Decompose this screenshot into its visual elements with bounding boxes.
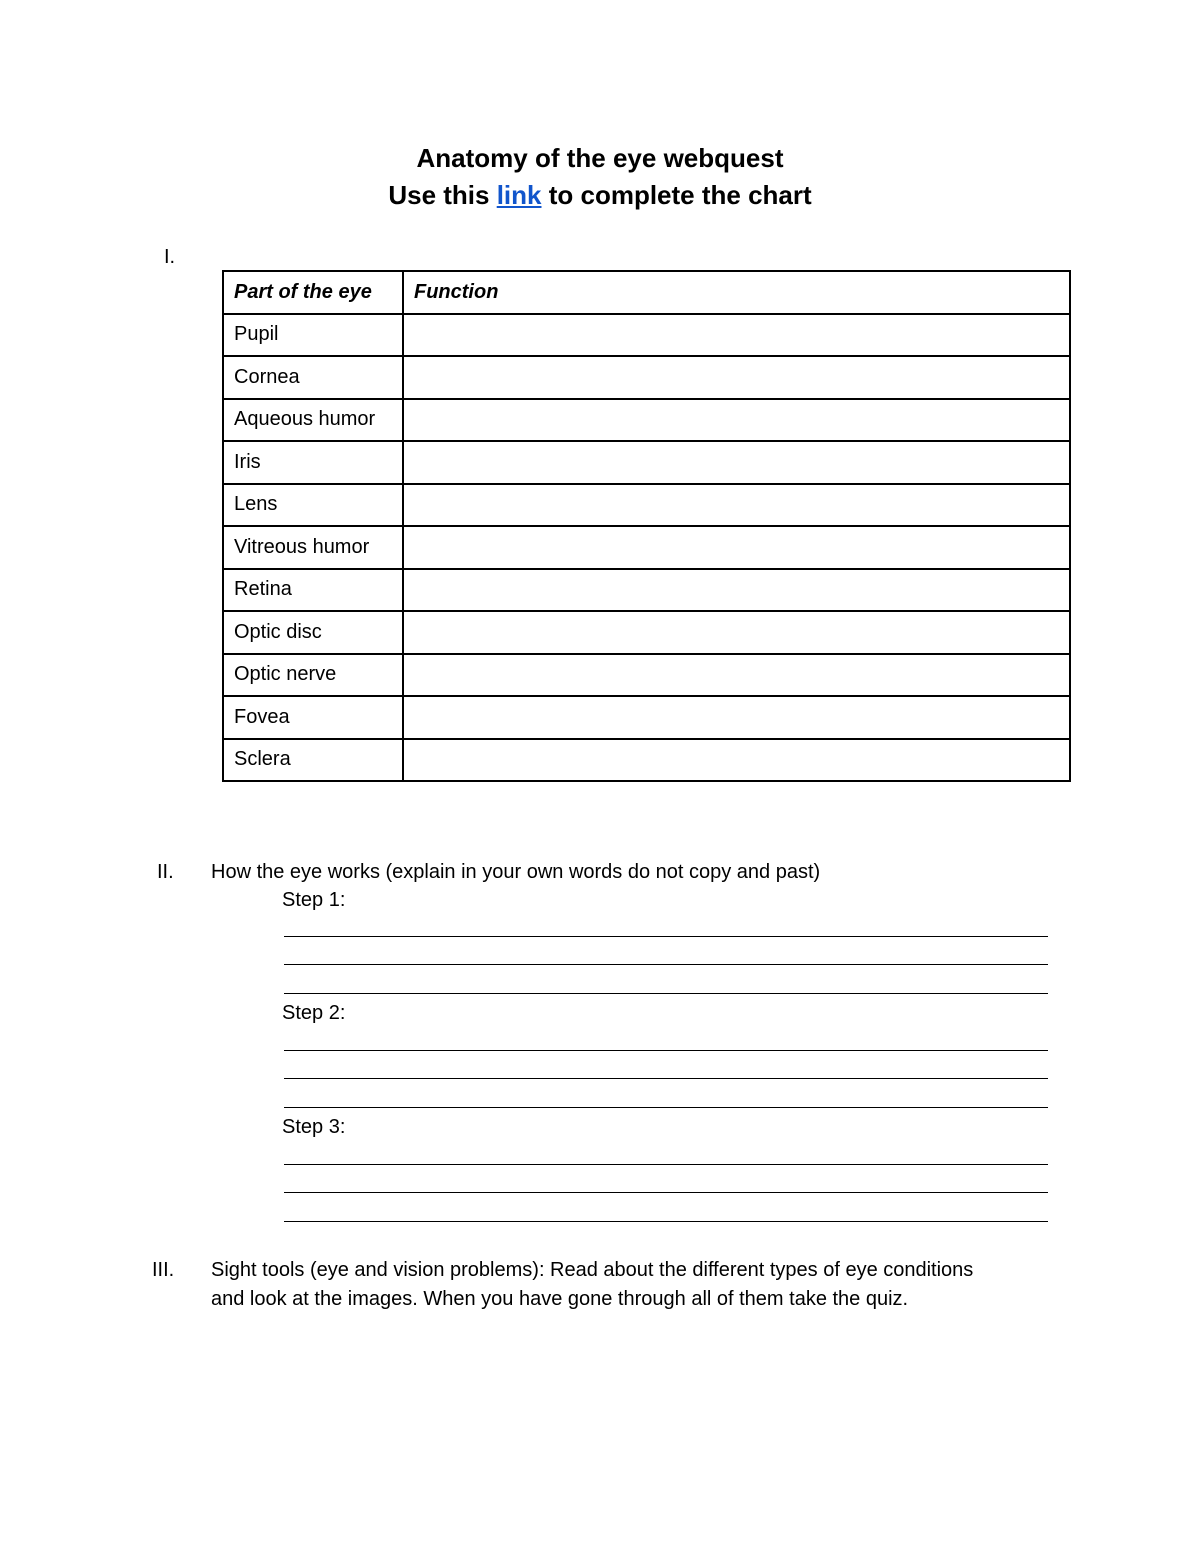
part-name-cell: Sclera (223, 739, 403, 782)
section-2-numeral: II. (157, 861, 174, 883)
subtitle-text-after: to complete the chart (541, 180, 812, 210)
header-function: Function (403, 271, 1070, 314)
table-row (223, 526, 1070, 569)
function-cell[interactable] (403, 356, 1070, 399)
function-cell[interactable] (403, 314, 1070, 357)
section-3-text-line-1: Sight tools (eye and vision problems): Read about the different types of eye conditions (211, 1259, 974, 1281)
step-2-label: Step 2: (282, 1002, 346, 1024)
page-subtitle (0, 177, 1200, 213)
part-name-cell: Vitreous humor (223, 526, 403, 569)
step-2-answer-line[interactable] (284, 1078, 1048, 1079)
section-3-numeral: III. (152, 1259, 175, 1281)
part-name-cell: Retina (223, 569, 403, 612)
eye-parts-table (222, 270, 1071, 782)
step-1-answer-line[interactable] (284, 964, 1048, 965)
step-3-answer-line[interactable] (284, 1221, 1048, 1222)
function-cell[interactable] (403, 441, 1070, 484)
table-row (223, 739, 1070, 782)
part-name-cell: Cornea (223, 356, 403, 399)
function-cell[interactable] (403, 569, 1070, 612)
step-1-answer-line[interactable] (284, 993, 1048, 994)
function-cell[interactable] (403, 611, 1070, 654)
header-part-of-eye: Part of the eye (223, 271, 403, 314)
step-3-label: Step 3: (282, 1116, 346, 1138)
part-name-cell: Aqueous humor (223, 399, 403, 442)
step-1-label: Step 1: (282, 889, 346, 911)
step-1-answer-line[interactable] (284, 936, 1048, 937)
table-row (223, 569, 1070, 612)
table-row (223, 654, 1070, 697)
function-cell[interactable] (403, 696, 1070, 739)
part-name-cell: Fovea (223, 696, 403, 739)
table-row (223, 441, 1070, 484)
function-cell[interactable] (403, 484, 1070, 527)
step-3-answer-line[interactable] (284, 1192, 1048, 1193)
table-row (223, 611, 1070, 654)
part-name-cell: Pupil (223, 314, 403, 357)
function-cell[interactable] (403, 654, 1070, 697)
part-name-cell: Lens (223, 484, 403, 527)
function-cell[interactable] (403, 526, 1070, 569)
subtitle-text-before: Use this (388, 180, 497, 210)
part-name-cell: Iris (223, 441, 403, 484)
function-cell[interactable] (403, 739, 1070, 782)
part-name-cell: Optic nerve (223, 654, 403, 697)
page-title: Anatomy of the eye webquest (416, 143, 784, 173)
section-2-prompt: How the eye works (explain in your own words do not copy and past) (211, 861, 821, 883)
step-3-answer-line[interactable] (284, 1164, 1048, 1165)
table-row (223, 314, 1070, 357)
webquest-link[interactable]: link (496, 180, 542, 210)
table-row (223, 484, 1070, 527)
table-row (223, 696, 1070, 739)
section-1-numeral: I. (164, 246, 176, 268)
step-2-answer-line[interactable] (284, 1050, 1048, 1051)
table-row (223, 399, 1070, 442)
table-row (223, 356, 1070, 399)
step-2-answer-line[interactable] (284, 1107, 1048, 1108)
part-name-cell: Optic disc (223, 611, 403, 654)
function-cell[interactable] (403, 399, 1070, 442)
table-header-row (223, 271, 1070, 314)
section-3-text-line-2: and look at the images. When you have gone through all of them take the quiz. (211, 1288, 909, 1310)
